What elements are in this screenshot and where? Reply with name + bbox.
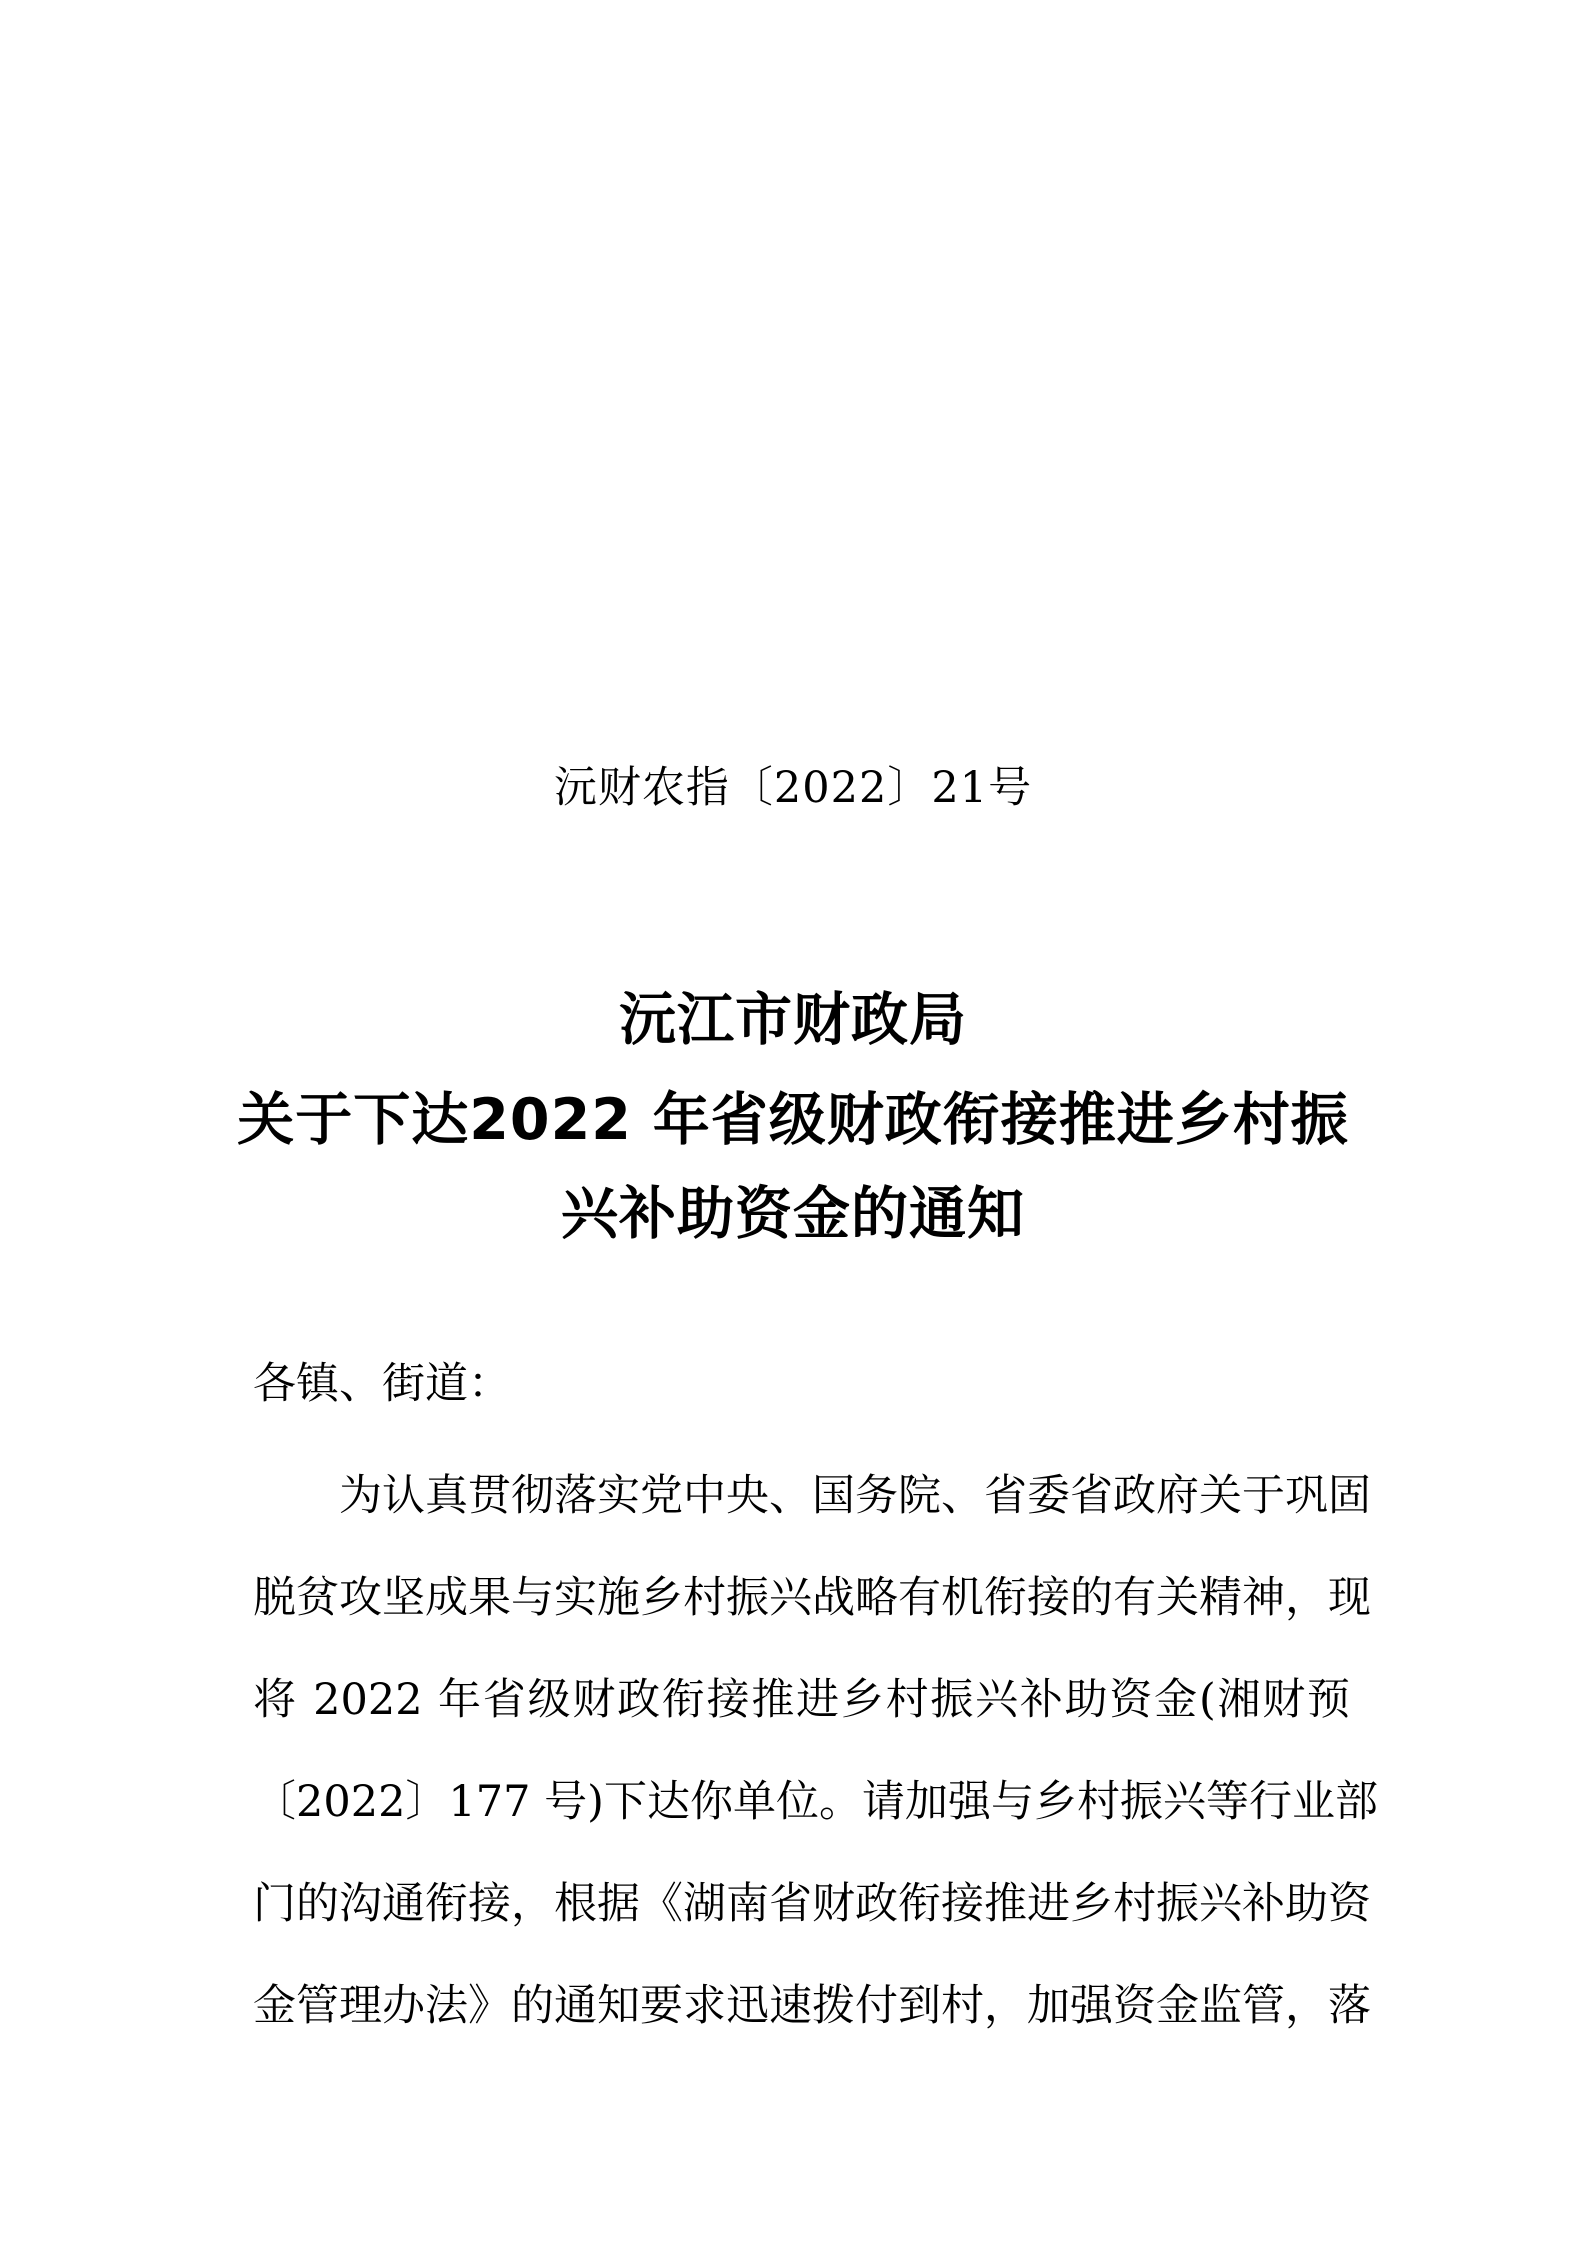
body-line-2: 脱贫攻坚成果与实施乡村振兴战略有机衔接的有关精神，现 (253, 1573, 1371, 1623)
title-line-3: 兴补助资金的通知 (561, 1181, 1025, 1247)
document-number: 沅财农指〔2022〕21号 (553, 763, 1033, 813)
salutation: 各镇、街道： (253, 1359, 511, 1409)
body-line-3: 将 2022 年省级财政衔接推进乡村振兴补助资金(湘财预 (253, 1675, 1350, 1725)
body-line-4: 〔2022〕177 号)下达你单位。请加强与乡村振兴等行业部 (253, 1777, 1378, 1827)
body-line-5: 门的沟通衔接，根据《湖南省财政衔接推进乡村振兴补助资 (253, 1879, 1371, 1929)
body-line-6: 金管理办法》的通知要求迅速拨付到村，加强资金监管，落 (253, 1981, 1371, 2031)
body-line-1: 为认真贯彻落实党中央、国务院、省委省政府关于巩固 (339, 1471, 1371, 1521)
title-line-2: 关于下达2022 年省级财政衔接推进乡村振 (237, 1087, 1349, 1153)
title-line-1: 沅江市财政局 (619, 987, 967, 1053)
